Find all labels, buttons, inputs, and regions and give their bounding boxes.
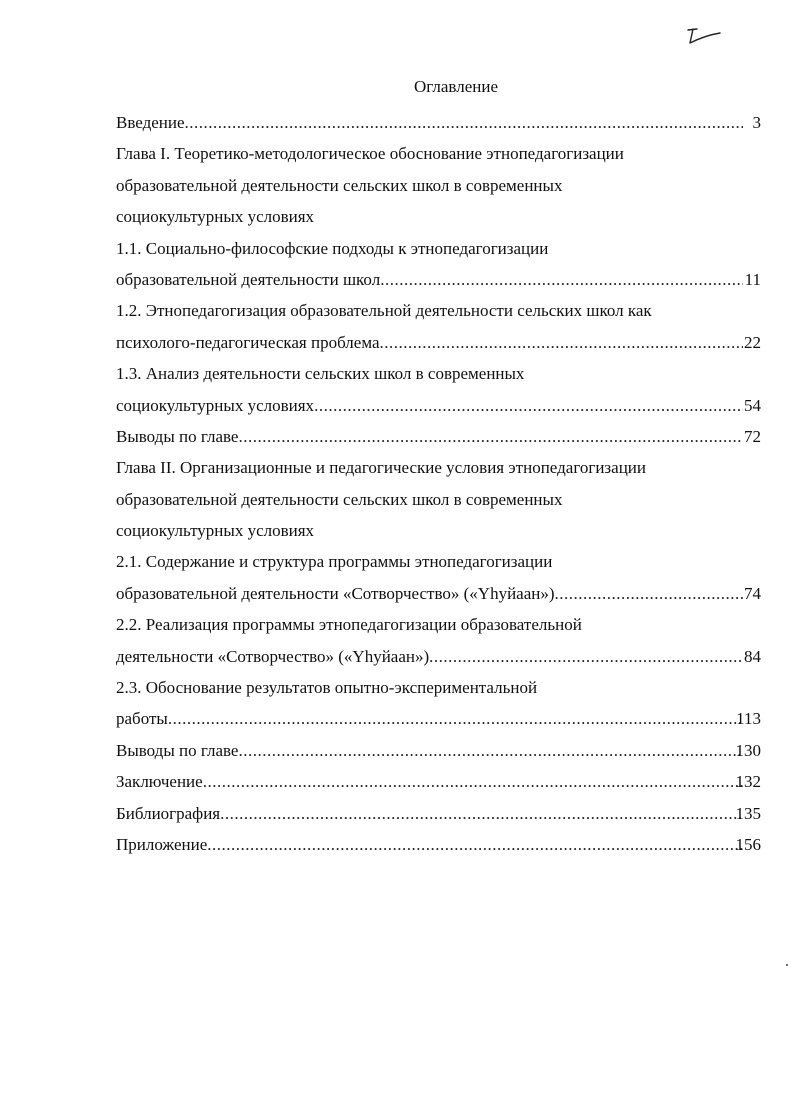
toc-entry-text: образовательной деятельности «Сотворчество» («Yhyйаан») xyxy=(116,583,555,603)
toc-entry-text: 2.2. Реализация программы этнопедагогизации образовательной xyxy=(116,615,582,635)
toc-page-number: 22 xyxy=(744,332,761,352)
toc-page-number: 132 xyxy=(735,772,761,792)
toc-page-number: 3 xyxy=(752,113,761,132)
toc-entry xyxy=(116,798,761,829)
toc-page-number: 130 xyxy=(735,740,761,760)
toc-entry-text: социокультурных условиях xyxy=(116,521,315,541)
toc-entry xyxy=(116,201,761,232)
leader-dots xyxy=(238,735,743,766)
page-title: Оглавление xyxy=(414,77,498,96)
toc-entry xyxy=(116,609,761,640)
leader-dots xyxy=(555,578,743,609)
toc-page-number: 54 xyxy=(744,395,761,415)
toc-entry xyxy=(116,578,761,609)
leader-dots xyxy=(203,766,743,797)
toc-entry-text: образовательной деятельности школ xyxy=(116,269,381,289)
scan-speck xyxy=(786,964,788,966)
toc-entry xyxy=(116,138,761,169)
leader-dots xyxy=(238,421,743,452)
toc-entry xyxy=(116,295,761,326)
toc-page-number: 84 xyxy=(744,646,761,666)
toc-entry xyxy=(116,484,761,515)
toc-entry-text: Заключение xyxy=(116,772,203,792)
toc-page-number: 156 xyxy=(735,834,761,854)
toc-page-number: 72 xyxy=(744,426,761,446)
toc-entry-text: психолого-педагогическая проблема xyxy=(116,332,380,352)
toc-entry xyxy=(116,735,761,766)
leader-dots xyxy=(380,264,743,295)
toc-entry xyxy=(116,327,761,358)
toc-entry-text: Глава II. Организационные и педагогические условия этнопедагогизации xyxy=(116,458,646,478)
toc-entry-text: работы xyxy=(116,709,168,729)
toc-entry-text: Глава I. Теоретико-методологическое обоснование этнопедагогизации xyxy=(116,144,624,164)
toc-entry xyxy=(116,452,761,483)
toc-entry xyxy=(116,703,761,734)
leader-dots xyxy=(168,703,743,734)
toc-entry-text: Введение xyxy=(116,113,185,132)
toc-entry-text: 1.2. Этнопедагогизация образовательной деятельности сельских школ как xyxy=(116,301,652,321)
toc-entry xyxy=(116,421,761,452)
toc-entry-text: Выводы по главе xyxy=(116,426,239,446)
toc-entry-text: образовательной деятельности сельских школ в современных xyxy=(116,489,563,509)
handwritten-mark xyxy=(684,22,724,50)
toc-entry xyxy=(116,515,761,546)
toc-page-number: 135 xyxy=(735,803,761,823)
toc-entry-text: деятельности «Сотворчество» («Yhyйаан») xyxy=(116,646,430,666)
toc-entry xyxy=(116,107,761,138)
toc-page-number: 113 xyxy=(736,709,761,729)
toc-entry-text: 1.3. Анализ деятельности сельских школ в современных xyxy=(116,364,525,384)
toc-entry-text: 2.1. Содержание и структура программы этнопедагогизации xyxy=(116,552,553,572)
toc-entry-text: Библиография xyxy=(116,803,221,823)
table-of-contents xyxy=(116,107,761,860)
leader-dots xyxy=(207,829,743,860)
leader-dots xyxy=(314,390,743,421)
toc-entry xyxy=(116,390,761,421)
toc-entry-text: образовательной деятельности сельских школ в современных xyxy=(116,175,563,195)
leader-dots xyxy=(429,641,743,672)
toc-entry xyxy=(116,264,761,295)
toc-entry-text: Приложение xyxy=(116,834,208,854)
toc-page-number: 11 xyxy=(744,269,761,289)
toc-entry-text: социокультурных условиях xyxy=(116,395,315,415)
leader-dots xyxy=(380,327,743,358)
toc-entry-text: 2.3. Обоснование результатов опытно-экспериментальной xyxy=(116,678,538,698)
toc-entry xyxy=(116,233,761,264)
toc-entry xyxy=(116,766,761,797)
toc-entry-text: 1.1. Социально-философские подходы к этнопедагогизации xyxy=(116,238,549,258)
toc-entry xyxy=(116,641,761,672)
toc-entry xyxy=(116,546,761,577)
toc-entry xyxy=(116,829,761,860)
leader-dots xyxy=(220,798,743,829)
toc-entry-text: социокультурных условиях xyxy=(116,207,315,227)
toc-entry xyxy=(116,672,761,703)
toc-entry xyxy=(116,358,761,389)
toc-entry xyxy=(116,170,761,201)
toc-entry-text: Выводы по главе xyxy=(116,740,239,760)
leader-dots xyxy=(185,107,743,138)
toc-page-number: 74 xyxy=(744,583,761,603)
